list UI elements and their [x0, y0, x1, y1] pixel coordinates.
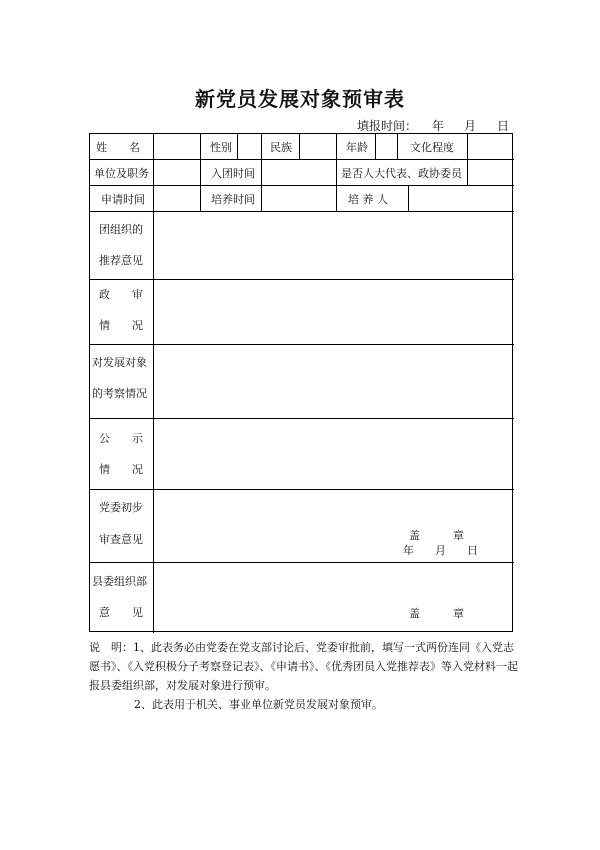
unit-position-label: 单位及职务	[94, 166, 149, 180]
name-field[interactable]	[154, 135, 200, 159]
publicity-label-line1: 公 示	[99, 432, 143, 445]
trainer-field[interactable]	[409, 186, 513, 211]
committee-year-label: 年	[403, 544, 414, 557]
county-seal-label: 盖 章	[409, 607, 464, 620]
gender-label: 性别	[210, 140, 232, 154]
date-label: 填报时间：	[357, 119, 418, 133]
inspection-label-line1: 对发展对象	[92, 356, 147, 369]
cell-divider	[261, 134, 262, 159]
cell-divider	[336, 134, 337, 159]
form-notes	[89, 638, 519, 714]
apply-time-field[interactable]	[154, 186, 200, 211]
education-label: 文化程度	[410, 140, 454, 154]
committee-review-label-line2: 审查意见	[99, 533, 143, 546]
date-day-label: 日	[497, 119, 510, 133]
county-dept-opinion-field[interactable]	[154, 563, 513, 632]
committee-seal-label: 盖 章	[409, 529, 464, 542]
league-join-time-field[interactable]	[262, 160, 336, 185]
note-line: 愿书》、《入党积极分子考察登记表》、《申请书》、《优秀团员入党推荐表》等入党材料一起	[89, 660, 518, 673]
county-dept-label-line2: 意 见	[99, 606, 143, 619]
league-join-time-label: 入团时间	[211, 166, 255, 180]
note-line: 2、此表用于机关、事业单位新党员发展对象预审。	[134, 698, 383, 711]
committee-review-label-line1: 党委初步	[99, 501, 143, 514]
unit-position-field[interactable]	[154, 160, 200, 185]
ethnicity-field[interactable]	[300, 135, 336, 159]
political-review-label-line2: 情 况	[99, 319, 143, 332]
committee-day-label: 日	[467, 544, 478, 557]
training-time-label: 培养时间	[211, 192, 255, 206]
name-label: 姓 名	[96, 140, 140, 154]
county-dept-label-line1: 县委组织部	[92, 575, 147, 588]
cell-divider	[336, 159, 337, 211]
league-recommendation-field[interactable]	[154, 212, 513, 279]
training-time-field[interactable]	[262, 186, 336, 211]
date-year-label: 年	[432, 119, 445, 133]
date-month-label: 月	[464, 119, 477, 133]
committee-review-field[interactable]	[154, 490, 513, 562]
age-field[interactable]	[376, 135, 397, 159]
league-recommendation-label-line2: 推荐意见	[99, 254, 143, 267]
deputy-status-field[interactable]	[468, 160, 513, 185]
cell-divider	[200, 134, 201, 159]
league-recommendation-label-line1: 团组织的	[99, 223, 143, 236]
trainer-label: 培 养 人	[348, 192, 388, 206]
cell-divider	[200, 159, 201, 211]
note-line: 说 明：1、此表务必由党委在党支部讨论后、党委审批前，填写一式两份连同《入党志	[89, 641, 514, 654]
form-table	[89, 133, 513, 632]
apply-time-label: 申请时间	[101, 192, 145, 206]
inspection-field[interactable]	[154, 345, 513, 418]
age-label: 年龄	[346, 140, 368, 154]
gender-field[interactable]	[238, 135, 261, 159]
page-title: 新党员发展对象预审表	[195, 87, 405, 111]
committee-month-label: 月	[435, 544, 446, 557]
ethnicity-label: 民族	[270, 140, 292, 154]
publicity-label-line2: 情 况	[99, 463, 143, 476]
note-line: 报县委组织部，对发展对象进行预审。	[89, 679, 276, 692]
deputy-status-label: 是否人大代表、政协委员	[341, 166, 462, 180]
inspection-label-line2: 的考察情况	[92, 387, 147, 400]
education-field[interactable]	[468, 135, 513, 159]
political-review-field[interactable]	[154, 280, 513, 344]
publicity-field[interactable]	[154, 419, 513, 489]
political-review-label-line1: 政 审	[99, 288, 143, 301]
